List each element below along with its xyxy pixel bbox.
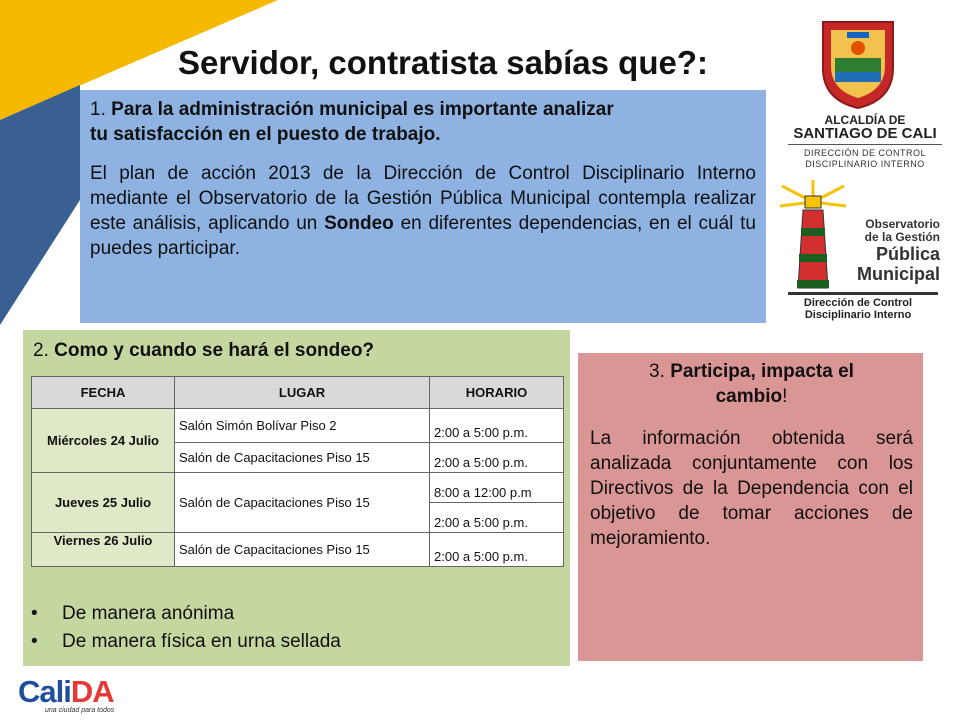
list-item [31, 600, 341, 628]
section-1-heading-line1: Para la administración municipal es importante analizar [111, 99, 614, 120]
section-3-heading-line1: Participa, impacta el [670, 361, 854, 382]
alcaldia-logo [780, 18, 950, 178]
section-3-number: 3. [649, 361, 665, 382]
table-cell-time: 2:00 a 5:00 p.m. [430, 443, 564, 473]
table-cell-date: Jueves 25 Julio [32, 473, 175, 533]
section-3-heading-line2: cambio [715, 386, 783, 407]
list-item-text: De manera anónima [62, 603, 235, 624]
calida-tagline: una ciudad para todos [45, 707, 115, 714]
divider [788, 292, 938, 295]
section-1-body-bold: Sondeo [324, 213, 394, 234]
section-1-heading [90, 97, 756, 147]
table-cell-place: Salón de Capacitaciones Piso 15 [175, 473, 430, 533]
table-header-row [32, 377, 564, 409]
table-row [32, 533, 564, 567]
alcaldia-line2: SANTIAGO DE CALI [793, 125, 937, 142]
table-cell-time: 8:00 a 12:00 p.m [430, 473, 564, 503]
table-cell-date: Miércoles 24 Julio [32, 409, 175, 473]
bullet-icon: • [31, 603, 38, 624]
section-1-heading-line2: tu satisfacción en el puesto de trabajo. [90, 124, 441, 145]
table-header: HORARIO [430, 377, 564, 409]
list-item-text: De manera física en urna sellada [62, 631, 341, 652]
table-cell-time: 2:00 a 5:00 p.m. [430, 503, 564, 533]
alcaldia-sub2: DISCIPLINARIO INTERNO [805, 159, 925, 169]
calida-part2: DA [70, 674, 114, 709]
coat-of-arms-icon [819, 18, 897, 110]
observatorio-line3: Pública [875, 244, 940, 264]
section-1-body [90, 161, 756, 261]
alcaldia-line1: ALCALDÍA DE [824, 113, 906, 127]
table-cell-date: Viernes 26 Julio [32, 533, 175, 567]
section-3-heading-end: ! [782, 386, 788, 407]
calida-wordmark [18, 674, 114, 710]
divider [788, 144, 942, 145]
observatorio-line1: Observatorio [865, 217, 940, 231]
observatorio-logo [778, 180, 938, 330]
bullet-icon: • [31, 631, 38, 652]
observatorio-line4: Municipal [856, 264, 940, 284]
section-2-number: 2. [33, 340, 49, 361]
alcaldia-subtitle [780, 148, 950, 170]
list-item [31, 628, 341, 656]
section-3-box [578, 353, 923, 661]
section-3-heading [590, 359, 913, 409]
bullet-list [31, 600, 341, 656]
schedule-table [31, 376, 564, 567]
table-cell-time: 2:00 a 5:00 p.m. [430, 533, 564, 567]
observatorio-line2: de la Gestión [864, 230, 940, 244]
section-2-box [23, 330, 570, 666]
section-1-body-text-end: en diferentes dependencias, en el cuál tu puedes participar. [90, 213, 756, 259]
table-row [32, 409, 564, 443]
section-2-heading [33, 340, 374, 362]
calida-part1: Cali [18, 674, 71, 709]
lighthouse-icon [778, 180, 848, 295]
observatorio-sub1: Dirección de Control [803, 297, 913, 309]
section-1-body-text: El plan de acción 2013 de la Dirección de Control Disciplinario Interno mediante el Observatorio de la Gestión Pública Municipal contempla realizar este análisis, aplicando un [90, 163, 756, 234]
section-2-heading-text: Como y cuando se hará el sondeo? [54, 340, 375, 361]
observatorio-name [840, 218, 940, 284]
table-cell-place: Salón de Capacitaciones Piso 15 [175, 443, 430, 473]
observatorio-sub2: Disciplinario Interno [804, 309, 912, 321]
section-1-number: 1. [90, 99, 106, 120]
table-cell-time: 2:00 a 5:00 p.m. [430, 409, 564, 443]
table-cell-place: Salón Simón Bolívar Piso 2 [175, 409, 430, 443]
alcaldia-name [780, 113, 950, 141]
table-cell-place: Salón de Capacitaciones Piso 15 [175, 533, 430, 567]
table-header: LUGAR [175, 377, 430, 409]
calida-logo [18, 674, 168, 716]
table-header: FECHA [32, 377, 175, 409]
page-title: Servidor, contratista sabías que?: [178, 44, 708, 81]
table-row [32, 473, 564, 503]
section-3-body: La información obtenida será analizada conjuntamente con los Directivos de la Dependencia con el objetivo de tomar acciones de mejoramiento. [590, 428, 913, 549]
alcaldia-sub1: DIRECCIÓN DE CONTROL [803, 148, 926, 158]
observatorio-subtitle [778, 297, 938, 321]
section-1-box [80, 90, 766, 323]
corner-blue-triangle [0, 85, 80, 325]
